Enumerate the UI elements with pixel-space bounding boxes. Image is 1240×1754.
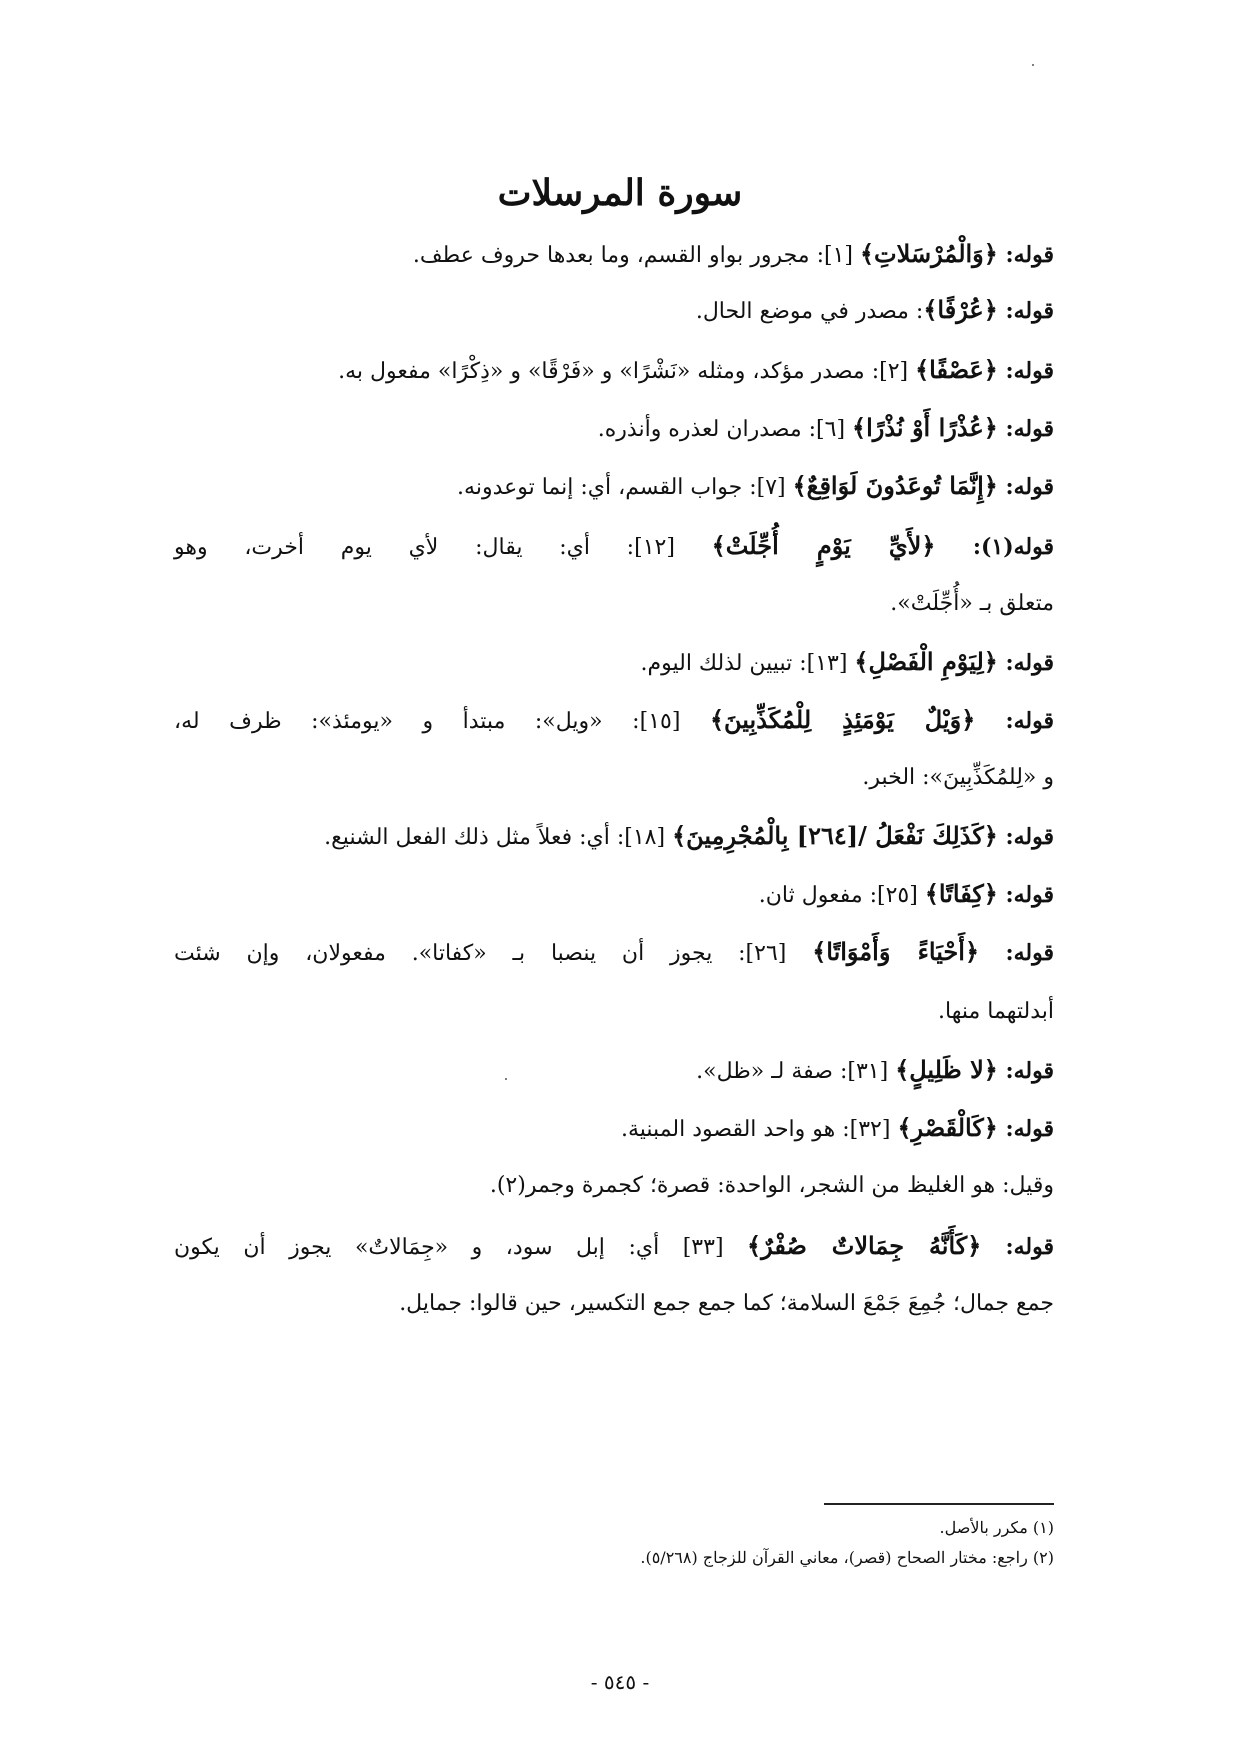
explanation-text: جمع جمال؛ جُمِعَ جَمْعَ السلامة؛ كما جمع جمع التكسير، حين قالوا: جمايل. (399, 1291, 1054, 1316)
quran-quote: ﴿أَحْيَاءً وَأَمْوَاتًا﴾ (812, 937, 980, 966)
explanation-text: [١٢]: أي: يقال: لأي يوم أخرت، وهو (174, 535, 712, 560)
quran-quote: ﴿عُرْفًا﴾ (923, 295, 998, 324)
entry-label: قوله: (997, 824, 1054, 850)
explanation-text: [٣٣] أي: إبل سود، و «جِمَالاتٌ» يجوز أن يكون (174, 1235, 748, 1260)
explanation-text: أبدلتهما منها. (938, 999, 1054, 1024)
quran-quote: ﴿كَالْقَصْرِ﴾ (897, 1113, 998, 1142)
scan-speck (505, 1078, 507, 1080)
surah-title: سورة المرسلات (497, 172, 743, 214)
explanation-text: [٧]: جواب القسم، أي: إنما توعدونه. (457, 475, 793, 500)
commentary-entry (174, 526, 1054, 568)
quran-quote: ﴿لا ظَلِيلٍ﴾ (895, 1055, 998, 1084)
commentary-entry (174, 932, 1054, 974)
quran-quote: ﴿كَأَنَّهُ جِمَالاتٌ صُفْرٌ﴾ (747, 1231, 982, 1260)
commentary-continuation (174, 1284, 1054, 1324)
entry-label: قوله: (981, 1234, 1054, 1260)
entry-label: قوله: (997, 650, 1054, 676)
quran-quote: ﴿وَيْلٌ يَوْمَئِذٍ لِلْمُكَذِّبِينَ﴾ (709, 705, 976, 734)
entry-label: قوله: (997, 474, 1054, 500)
commentary-entry (174, 816, 1054, 858)
explanation-text: [١]: مجرور بواو القسم، وما بعدها حروف عطف. (412, 243, 860, 268)
explanation-text: [٢]: مصدر مؤكد، ومثله «نَشْرًا» و «فَرْقًا» و «ذِكْرًا» مفعول به. (338, 359, 916, 384)
quran-quote: ﴿كَذَلِكَ نَفْعَلُ /[٢٦٤] بِالْمُجْرِمِينَ﴾ (672, 821, 998, 850)
entry-label: قوله: (975, 708, 1054, 734)
quran-quote: ﴿لأَيِّ يَوْمٍ أُجِّلَتْ﴾ (711, 531, 936, 560)
commentary-continuation (174, 758, 1054, 798)
commentary-entry (174, 1050, 1054, 1092)
commentary-entry (174, 408, 1054, 450)
explanation-text: [٦]: مصدران لعذره وأنذره. (597, 417, 853, 442)
footnote-2: (٢) راجع: مختار الصحاح (قصر)، معاني القرآن للزجاج (٥/٢٦٨). (640, 1548, 1054, 1567)
commentary-continuation (174, 584, 1054, 624)
commentary-entry (174, 234, 1054, 276)
commentary-entry (174, 642, 1054, 684)
commentary-entry (174, 874, 1054, 916)
quran-quote: ﴿إِنَّمَا تُوعَدُونَ لَوَاقِعٌ﴾ (792, 471, 998, 500)
commentary-entry (174, 290, 1054, 332)
explanation-text: وقيل: هو الغليظ من الشجر، الواحدة: قصرة؛ كجمرة وجمر(٢). (489, 1173, 1054, 1198)
quran-quote: ﴿لِيَوْمِ الْفَصْلِ﴾ (854, 647, 998, 676)
explanation-text: [٣٢]: هو واحد القصود المبنية. (620, 1117, 898, 1142)
quran-quote: ﴿عُذْرًا أَوْ نُذْرًا﴾ (852, 413, 998, 442)
entry-label: قوله: (997, 1116, 1054, 1142)
footnote-1: (١) مكرر بالأصل. (939, 1518, 1054, 1537)
explanation-text: [٢٥]: مفعول ثان. (758, 883, 925, 908)
entry-label: قوله: (979, 940, 1054, 966)
entry-label: قوله: (997, 298, 1054, 324)
explanation-text: [١٣]: تبيين لذلك اليوم. (640, 651, 855, 676)
quran-quote: ﴿كِفَاتًا﴾ (924, 879, 998, 908)
explanation-text: [١٨]: أي: فعلاً مثل ذلك الفعل الشنيع. (324, 825, 673, 850)
entry-label: قوله: (997, 358, 1054, 384)
commentary-entry (174, 700, 1054, 742)
explanation-text: : مصدر في موضع الحال. (695, 299, 924, 324)
commentary-entry (174, 350, 1054, 392)
entry-label: قوله(١): (935, 534, 1054, 560)
commentary-entry (174, 466, 1054, 508)
entry-label: قوله: (997, 242, 1054, 268)
commentary-entry (174, 1226, 1054, 1268)
commentary-continuation (174, 1166, 1054, 1206)
explanation-text: [٢٦]: يجوز أن ينصبا بـ «كفاتا». مفعولان، وإن شئت (174, 941, 813, 966)
page-number: - ٥٤٥ - (590, 1670, 650, 1694)
footnote-separator (824, 1503, 1054, 1505)
entry-label: قوله: (997, 1058, 1054, 1084)
explanation-text: متعلق بـ «أُجِّلَتْ». (890, 591, 1054, 616)
explanation-text: [٣١]: صفة لـ «ظل». (696, 1059, 896, 1084)
commentary-continuation (174, 992, 1054, 1032)
entry-label: قوله: (997, 416, 1054, 442)
quran-quote: ﴿وَالْمُرْسَلاتِ﴾ (859, 239, 998, 268)
explanation-text: و «لِلمُكَذِّبِينَ»: الخبر. (862, 765, 1054, 790)
scan-speck (1032, 64, 1034, 66)
entry-label: قوله: (997, 882, 1054, 908)
commentary-entry (174, 1108, 1054, 1150)
quran-quote: ﴿عَصْفًا﴾ (915, 355, 998, 384)
explanation-text: [١٥]: «ويل»: مبتدأ و «يومئذ»: ظرف له، (174, 709, 710, 734)
